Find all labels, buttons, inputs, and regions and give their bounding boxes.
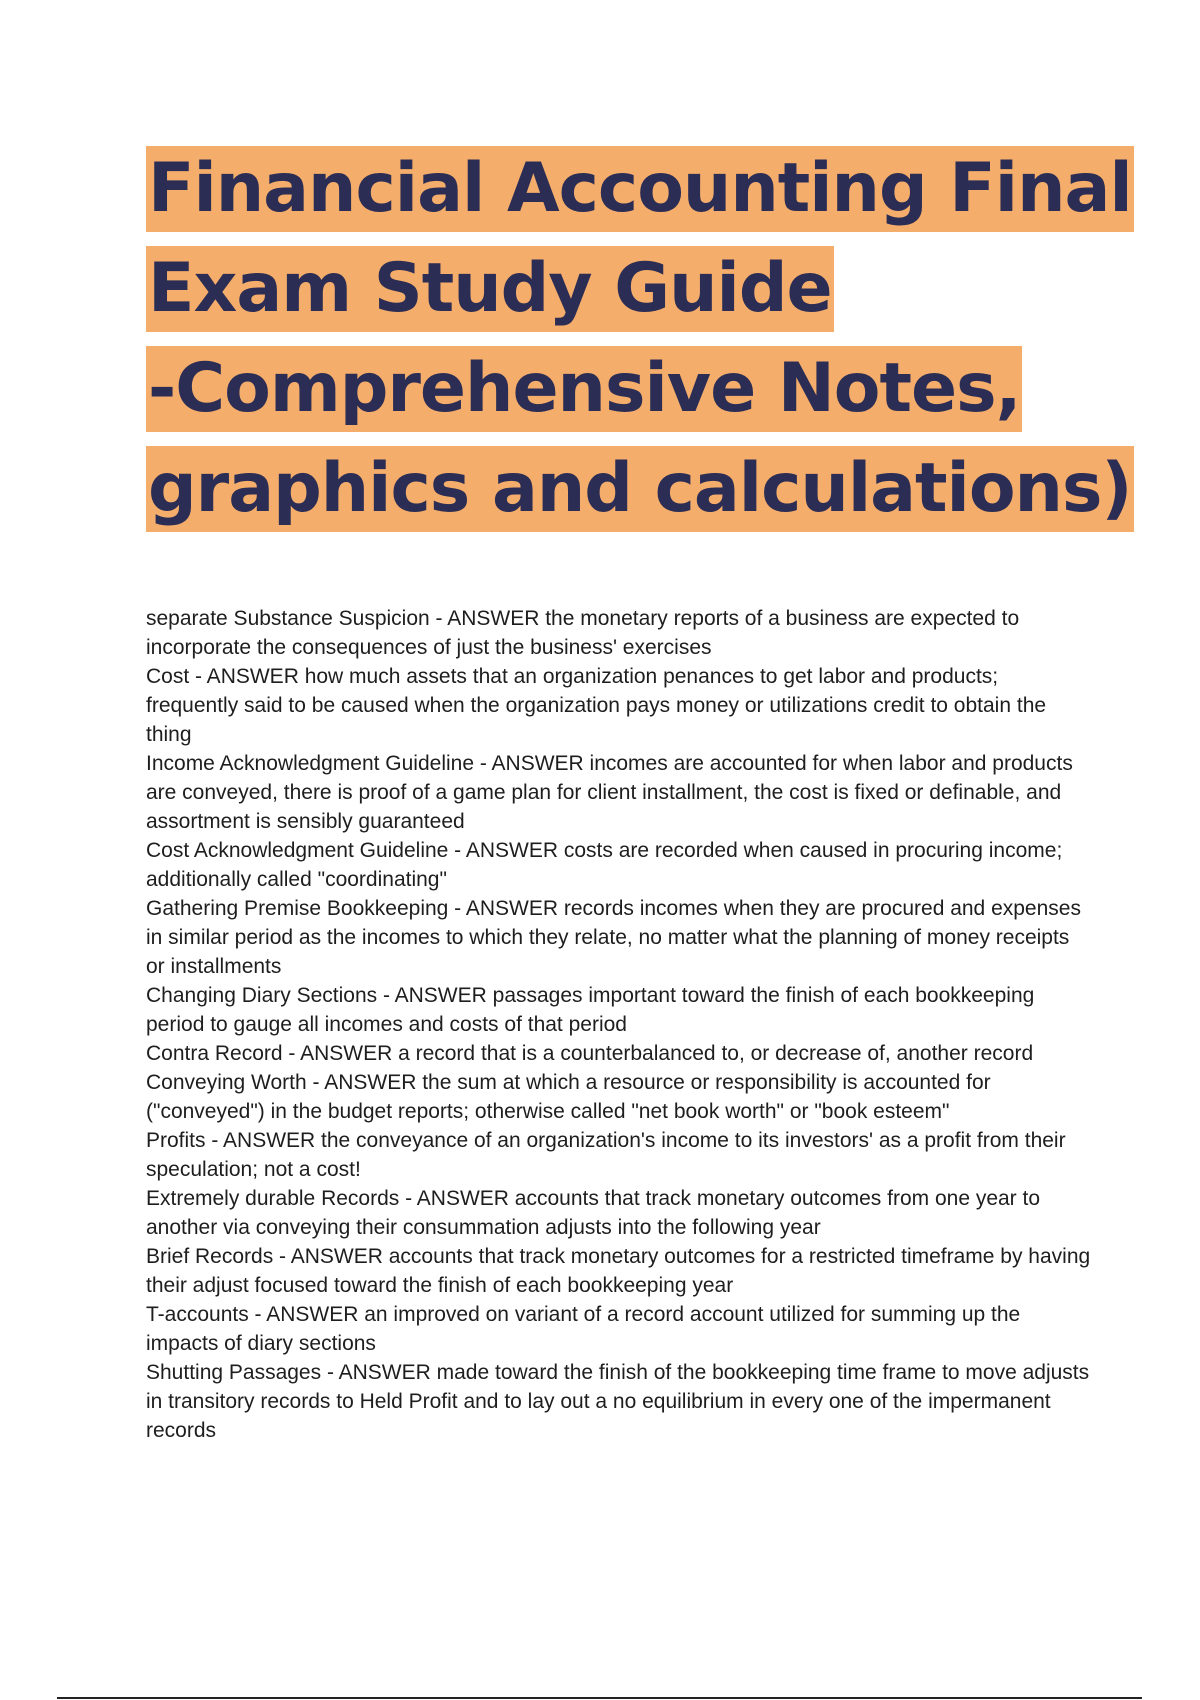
glossary-body bbox=[146, 604, 1091, 1445]
title-line bbox=[146, 346, 1106, 446]
glossary-entry: T-accounts - ANSWER an improved on variant of a record account utilized for summing up the impacts of diary sections bbox=[146, 1303, 1021, 1355]
glossary-entry: Income Acknowledgment Guideline - ANSWER incomes are accounted for when labor and products are conveyed, there is proof of a game plan for client installment, the cost is fixed or definable, and assortment is sensibly guaranteed bbox=[146, 752, 1073, 833]
title-line-text: Exam Study Guide bbox=[146, 246, 834, 332]
title-line bbox=[146, 446, 1132, 546]
glossary-entry: Cost - ANSWER how much assets that an organization penances to get labor and products; frequently said to be caused when the organization pays money or utilizations credit to obtain the thing bbox=[146, 665, 1047, 746]
glossary-entry: Cost Acknowledgment Guideline - ANSWER costs are recorded when caused in procuring income; additionally called "coordinating" bbox=[146, 839, 1063, 891]
glossary-entry: Changing Diary Sections - ANSWER passages important toward the finish of each bookkeeping period to gauge all incomes and costs of that period bbox=[146, 984, 1035, 1036]
title-line bbox=[146, 146, 1132, 246]
glossary-entry: Brief Records - ANSWER accounts that track monetary outcomes for a restricted timeframe by having their adjust focused toward the finish of each bookkeeping year bbox=[146, 1245, 1091, 1297]
title-line-text: Financial Accounting Final bbox=[146, 146, 1134, 232]
title-line-text: graphics and calculations) bbox=[146, 446, 1134, 532]
title-line-text: -Comprehensive Notes, bbox=[146, 346, 1022, 432]
glossary-entry: Extremely durable Records - ANSWER accounts that track monetary outcomes from one year to another via conveying their consummation adjusts into the following year bbox=[146, 1187, 1041, 1239]
glossary-entry: separate Substance Suspicion - ANSWER the monetary reports of a business are expected to incorporate the consequences of just the business' exercises bbox=[146, 607, 1020, 659]
glossary-entry: Shutting Passages - ANSWER made toward the finish of the bookkeeping time frame to move adjusts in transitory records to Held Profit and to lay out a no equilibrium in every one of the impermanent records bbox=[146, 1361, 1090, 1442]
footer-divider bbox=[57, 1697, 1142, 1699]
glossary-entry: Conveying Worth - ANSWER the sum at which a resource or responsibility is accounted for ("conveyed") in the budget reports; otherwise called "net book worth" or "book esteem" bbox=[146, 1071, 991, 1123]
glossary-entry: Profits - ANSWER the conveyance of an organization's income to its investors' as a profit from their speculation; not a cost! bbox=[146, 1129, 1066, 1181]
glossary-entry: Contra Record - ANSWER a record that is a counterbalanced to, or decrease of, another record bbox=[146, 1042, 1034, 1065]
title-line bbox=[146, 246, 1106, 346]
glossary-entry: Gathering Premise Bookkeeping - ANSWER records incomes when they are procured and expenses in similar period as the incomes to which they relate, no matter what the planning of money receipts or installments bbox=[146, 897, 1081, 978]
document-title bbox=[146, 146, 1132, 546]
